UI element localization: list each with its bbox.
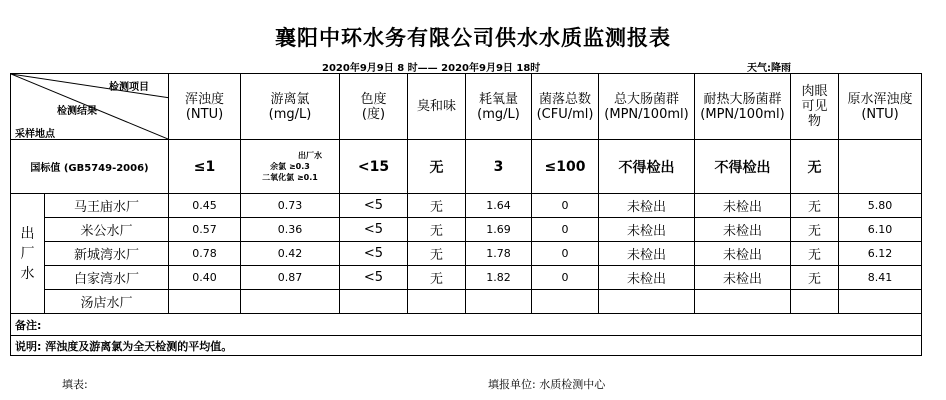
chlorine-value: 0.73 <box>241 194 340 218</box>
coliform-value: 未检出 <box>599 242 695 266</box>
report-title: 襄阳中环水务有限公司供水水质监测报表 <box>275 26 671 50</box>
col-header-odor: 臭和味 <box>408 74 466 140</box>
corner-header-cell <box>11 74 169 140</box>
heat-coliform-value: 未检出 <box>695 218 791 242</box>
oxygen-value: 1.82 <box>466 266 532 290</box>
standard-heat-coliform: 不得检出 <box>695 140 791 194</box>
color-value: <5 <box>340 218 408 242</box>
standard-raw-turbidity <box>839 140 922 194</box>
turbidity-value: 0.57 <box>169 218 241 242</box>
note-text: 说明: 浑浊度及游离氯为全天检测的平均值。 <box>11 336 922 356</box>
oxygen-value: 1.64 <box>466 194 532 218</box>
chlorine-value: 0.87 <box>241 266 340 290</box>
coliform-value: 未检出 <box>599 266 695 290</box>
col-header-coliform: 总大肠菌群 (MPN/100ml) <box>599 74 695 140</box>
col-header-heat-coliform: 耐热大肠菌群 (MPN/100ml) <box>695 74 791 140</box>
standard-oxygen: 3 <box>466 140 532 194</box>
odor-value: 无 <box>408 266 466 290</box>
standard-odor: 无 <box>408 140 466 194</box>
col-header-color: 色度 (度) <box>340 74 408 140</box>
bacteria-value: 0 <box>532 218 599 242</box>
table-row <box>11 290 922 314</box>
table-row <box>11 218 922 242</box>
heat-coliform-value: 未检出 <box>695 266 791 290</box>
header-row <box>11 74 922 140</box>
col-header-raw-turbidity: 原水浑浊度 (NTU) <box>839 74 922 140</box>
table-row <box>11 194 922 218</box>
report-weather: 天气:降雨 <box>747 63 791 74</box>
odor-value <box>408 290 466 314</box>
reporting-unit-label: 填报单位: 水质检测中心 <box>488 378 606 391</box>
visible-value: 无 <box>791 242 839 266</box>
remarks-row <box>11 314 922 336</box>
table-row <box>11 266 922 290</box>
color-value <box>340 290 408 314</box>
col-header-chlorine: 游离氯 (mg/L) <box>241 74 340 140</box>
corner-item-label: 检测项目 <box>109 82 149 93</box>
remarks-label: 备注: <box>11 314 922 336</box>
turbidity-value: 0.45 <box>169 194 241 218</box>
oxygen-value: 1.69 <box>466 218 532 242</box>
plant-name: 白家湾水厂 <box>45 266 169 290</box>
coliform-value <box>599 290 695 314</box>
oxygen-value: 1.78 <box>466 242 532 266</box>
turbidity-value <box>169 290 241 314</box>
raw-turbidity-value: 5.80 <box>839 194 922 218</box>
chlorine-value: 0.42 <box>241 242 340 266</box>
col-header-visible: 肉眼 可见 物 <box>791 74 839 140</box>
col-header-turbidity: 浑浊度 (NTU) <box>169 74 241 140</box>
filled-by-label: 填表: <box>62 378 88 391</box>
note-row <box>11 336 922 356</box>
standard-chlorine: 出厂水 余氯 ≥0.3 二氧化氯 ≥0.1 <box>241 140 340 194</box>
raw-turbidity-value <box>839 290 922 314</box>
standard-color: <15 <box>340 140 408 194</box>
visible-value: 无 <box>791 218 839 242</box>
standard-visible: 无 <box>791 140 839 194</box>
raw-turbidity-value: 6.10 <box>839 218 922 242</box>
coliform-value: 未检出 <box>599 218 695 242</box>
bacteria-value: 0 <box>532 242 599 266</box>
odor-value: 无 <box>408 194 466 218</box>
report-date-range: 2020年9月9日 8 时—— 2020年9月9日 18时 <box>322 63 541 74</box>
turbidity-value: 0.78 <box>169 242 241 266</box>
plant-name: 米公水厂 <box>45 218 169 242</box>
turbidity-value: 0.40 <box>169 266 241 290</box>
standard-label: 国标值 (GB5749-2006) <box>11 140 169 194</box>
standard-row <box>11 140 922 194</box>
col-header-oxygen: 耗氧量 (mg/L) <box>466 74 532 140</box>
visible-value <box>791 290 839 314</box>
color-value: <5 <box>340 194 408 218</box>
plant-name: 马王庙水厂 <box>45 194 169 218</box>
raw-turbidity-value: 8.41 <box>839 266 922 290</box>
chlorine-value: 0.36 <box>241 218 340 242</box>
water-quality-table <box>10 73 922 356</box>
standard-coliform: 不得检出 <box>599 140 695 194</box>
col-header-bacteria: 菌落总数 (CFU/ml) <box>532 74 599 140</box>
color-value: <5 <box>340 242 408 266</box>
heat-coliform-value <box>695 290 791 314</box>
group-label-outlet-water: 出 厂 水 <box>11 194 45 314</box>
odor-value: 无 <box>408 218 466 242</box>
visible-value: 无 <box>791 266 839 290</box>
odor-value: 无 <box>408 242 466 266</box>
bacteria-value: 0 <box>532 266 599 290</box>
bacteria-value: 0 <box>532 194 599 218</box>
bacteria-value <box>532 290 599 314</box>
heat-coliform-value: 未检出 <box>695 242 791 266</box>
color-value: <5 <box>340 266 408 290</box>
coliform-value: 未检出 <box>599 194 695 218</box>
plant-name: 新城湾水厂 <box>45 242 169 266</box>
chlorine-value <box>241 290 340 314</box>
oxygen-value <box>466 290 532 314</box>
corner-result-label: 检测结果 <box>57 106 97 117</box>
heat-coliform-value: 未检出 <box>695 194 791 218</box>
standard-turbidity: ≤1 <box>169 140 241 194</box>
raw-turbidity-value: 6.12 <box>839 242 922 266</box>
visible-value: 无 <box>791 194 839 218</box>
plant-name: 汤店水厂 <box>45 290 169 314</box>
table-row <box>11 242 922 266</box>
standard-bacteria: ≤100 <box>532 140 599 194</box>
corner-site-label: 采样地点 <box>15 129 55 140</box>
